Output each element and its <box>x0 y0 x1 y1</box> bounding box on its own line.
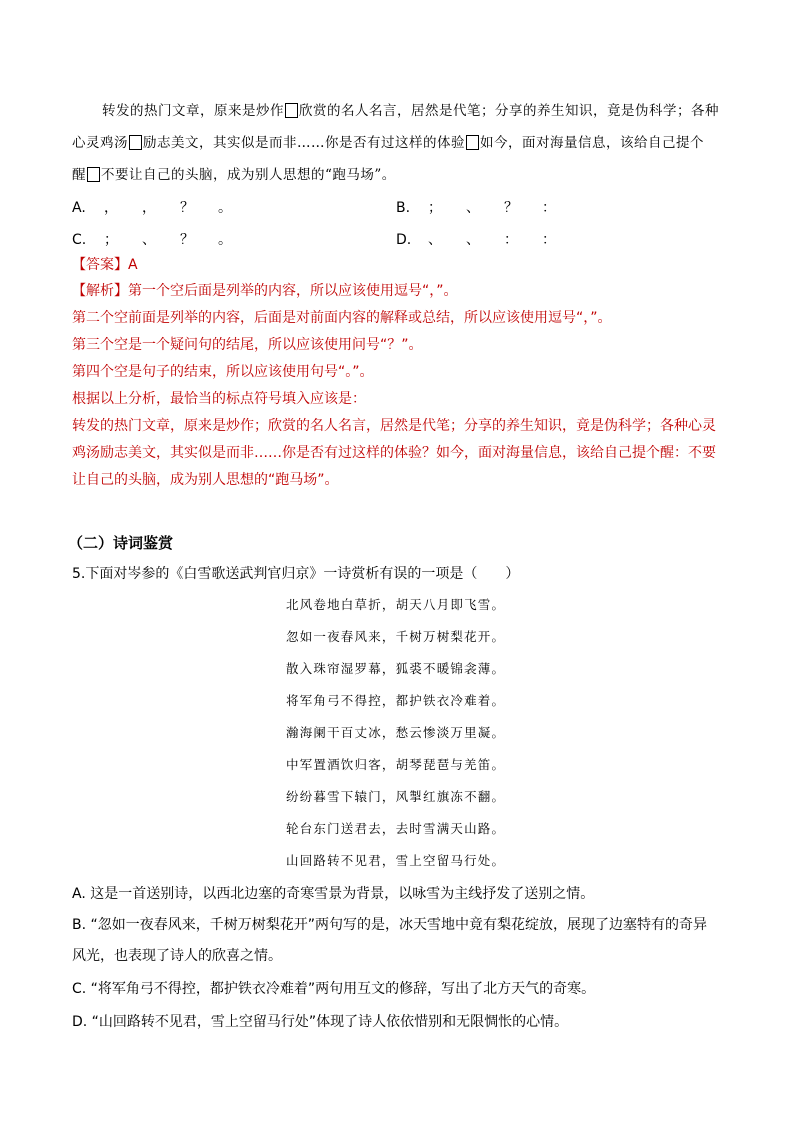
poem-line: 中军置酒饮归客，胡琴琵琶与羌笛。 <box>286 757 506 772</box>
option-symbol: ， <box>142 200 156 216</box>
passage-text: 励志美文，其实似是而非……你是否有过这样的体验 <box>143 135 465 151</box>
answer-tag: 【答案】 <box>72 257 128 273</box>
passage-line-1 <box>102 102 719 120</box>
blank-box-1 <box>285 103 298 118</box>
passage-text: 欣赏的名人名言，居然是代笔；分享的养生知识，竟是伪科学；各种 <box>299 103 719 119</box>
poem-line: 散入珠帘湿罗幕，狐裘不暖锦衾薄。 <box>286 661 506 676</box>
poem-line: 将军角弓不得控，都护铁衣冷难着。 <box>286 693 506 708</box>
option-c <box>72 231 244 249</box>
answer-value: A <box>128 257 138 273</box>
blank-box-4 <box>87 167 100 182</box>
option-symbol: ？ <box>180 232 194 248</box>
choice-a: A. 这是一首送别诗，以西北边塞的奇寒雪景为背景，以咏雪为主线抒发了送别之情。 <box>72 886 595 902</box>
option-b <box>396 199 568 217</box>
option-d <box>396 231 568 249</box>
answer-line <box>72 256 138 274</box>
analysis-line-6: 转发的热门文章，原来是炒作；欣赏的名人名言，居然是代笔；分享的养生知识，竟是伪科学；各种心灵 <box>72 418 716 434</box>
section-title: （二）诗词鉴赏 <box>68 534 174 552</box>
option-symbol: 、 <box>466 232 480 248</box>
option-symbol: ？ <box>180 200 194 216</box>
option-label: B. <box>396 200 411 216</box>
option-symbol: 。 <box>218 200 232 216</box>
choice-c: C. “将军角弓不得控，都护铁衣冷难着”两句用互文的修辞，写出了北方天气的奇寒。 <box>72 981 596 997</box>
option-symbol: ； <box>428 200 442 216</box>
choice-b-continued: 风光，也表现了诗人的欣喜之情。 <box>72 948 282 964</box>
analysis-line-7: 鸡汤励志美文，其实似是而非……你是否有过这样的体验？如今，面对海量信息，该给自己提个醒：不要 <box>72 445 716 461</box>
passage-line-3 <box>72 166 396 184</box>
analysis-line-3: 第三个空是一个疑问句的结尾，所以应该使用问号“？”。 <box>72 337 423 353</box>
option-symbol: ： <box>504 232 518 248</box>
option-symbol: ， <box>104 200 118 216</box>
passage-text: 转发的热门文章，原来是炒作 <box>102 103 284 119</box>
option-symbol: ： <box>542 200 556 216</box>
analysis-line-5: 根据以上分析，最恰当的标点符号填入应该是： <box>72 391 366 407</box>
blank-box-2 <box>129 135 142 150</box>
poem-line: 瀚海阑干百丈冰，愁云惨淡万里凝。 <box>286 725 506 740</box>
option-symbol: 。 <box>218 232 232 248</box>
analysis-text: 第一个空后面是列举的内容，所以应该使用逗号“，”。 <box>128 283 458 299</box>
passage-text: 不要让自己的头脑，成为别人思想的“跑马场”。 <box>101 167 396 183</box>
choice-d: D. “山回路转不见君，雪上空留马行处”体现了诗人依依惜别和无限惆怅的心情。 <box>72 1014 569 1030</box>
option-label: A. <box>72 200 86 216</box>
poem-line: 山回路转不见君，雪上空留马行处。 <box>286 853 506 868</box>
poem-line: 纷纷暮雪下辕门，风掣红旗冻不翻。 <box>286 789 506 804</box>
option-symbol: 、 <box>428 232 442 248</box>
poem-line: 忽如一夜春风来，千树万树梨花开。 <box>286 629 506 644</box>
poem-line: 轮台东门送君去，去时雪满天山路。 <box>286 821 506 836</box>
analysis-line-4: 第四个空是句子的结束，所以应该使用句号“。”。 <box>72 364 374 380</box>
analysis-line-1 <box>72 282 458 300</box>
option-label: D. <box>396 232 412 248</box>
poem-line: 北风卷地白草折，胡天八月即飞雪。 <box>286 597 506 612</box>
analysis-line-8: 让自己的头脑，成为别人思想的“跑马场”。 <box>72 472 339 488</box>
passage-text: 醒 <box>72 167 86 183</box>
choice-b: B. “忽如一夜春风来，千树万树梨花开”两句写的是，冰天雪地中竟有梨花绽放，展现了边塞特有的奇异 <box>72 917 708 933</box>
option-label: C. <box>72 232 87 248</box>
analysis-line-2: 第二个空前面是列举的内容，后面是对前面内容的解释或总结，所以应该使用逗号“，”。 <box>72 310 612 326</box>
option-a <box>72 199 244 217</box>
passage-text: 心灵鸡汤 <box>72 135 128 151</box>
passage-text: 如今，面对海量信息，该给自己提个 <box>480 135 704 151</box>
blank-box-3 <box>466 135 479 150</box>
option-symbol: ； <box>104 232 118 248</box>
option-symbol: ： <box>542 232 556 248</box>
option-symbol: 、 <box>142 232 156 248</box>
question-text: 5.下面对岑参的《白雪歌送武判官归京》一诗赏析有误的一项是（ ） <box>72 566 520 582</box>
option-symbol: ？ <box>504 200 518 216</box>
analysis-tag: 【解析】 <box>72 283 128 299</box>
option-symbol: 、 <box>466 200 480 216</box>
passage-line-2 <box>72 134 704 152</box>
